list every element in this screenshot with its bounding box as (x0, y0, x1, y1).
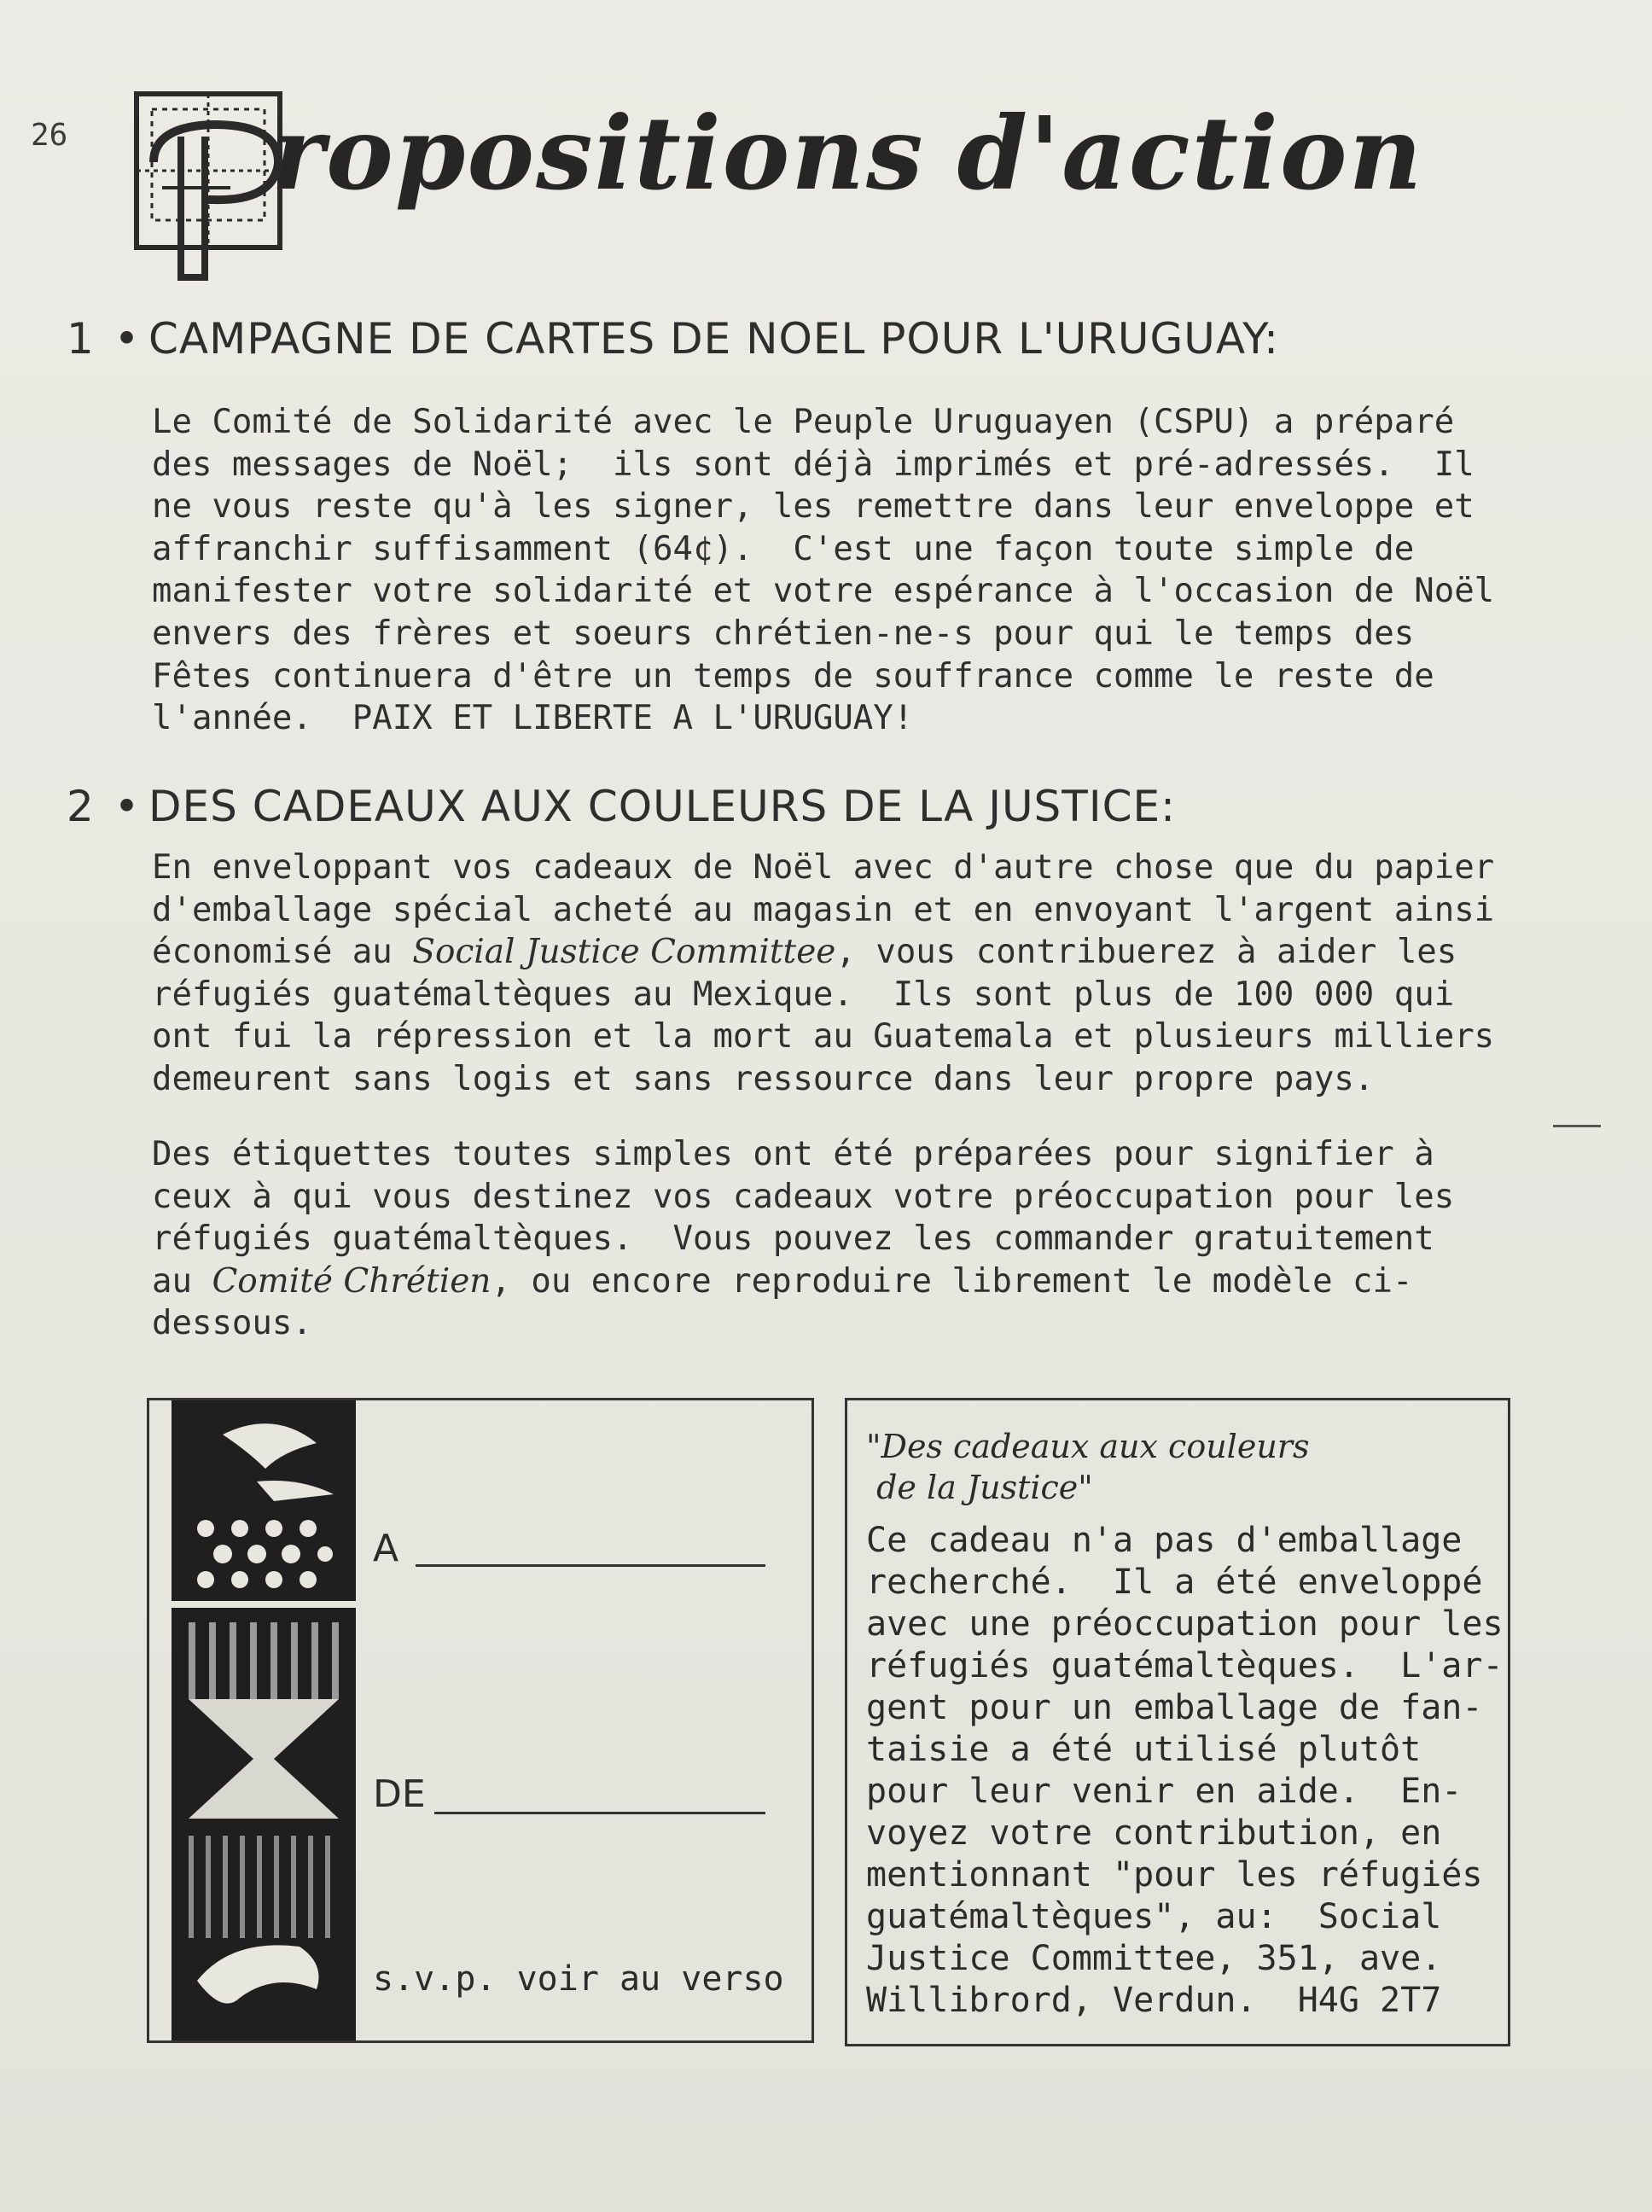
title-tail: d'action (957, 94, 1424, 212)
section-1-paragraph (152, 401, 1568, 740)
title-main: ropositions (271, 94, 925, 212)
section-1-number: 1 (67, 314, 95, 364)
text-line: affranchir suffisamment (64¢). C'est une façon toute simple de (152, 529, 1415, 568)
text-segment: , vous contribuerez à aider les (835, 933, 1457, 972)
from-label: DE (373, 1773, 426, 1816)
text-line: voyez votre contribution, en (866, 1813, 1442, 1853)
text-line: réfugiés guatémaltèques au Mexique. Ils sont plus de 100 000 qui (152, 975, 1455, 1014)
text-line: Le Comité de Solidarité avec le Peuple Uruguayen (CSPU) a préparé (152, 403, 1455, 441)
page-number: 26 (31, 118, 68, 153)
text-line: réfugiés guatémaltèques. Vous pouvez les commander gratuitement (152, 1220, 1434, 1259)
text-line: taisie a été utilisé plutôt (866, 1730, 1422, 1769)
page-title (271, 94, 1423, 212)
text-line: des messages de Noël; ils sont déjà imprimés et pré-adressés. Il (152, 445, 1475, 484)
bullet-icon: • (113, 314, 141, 364)
from-blank-line (434, 1812, 765, 1814)
text-segment: économisé au (152, 933, 413, 972)
text-line: demeurent sans logis et sans ressource dans leur propre pays. (152, 1059, 1375, 1098)
gift-label-info-card (845, 1398, 1510, 2046)
see-reverse-note: s.v.p. voir au verso (373, 1959, 784, 1999)
text-segment: au (152, 1261, 212, 1301)
section-2-title: DES CADEAUX AUX COULEURS DE LA JUSTICE: (148, 782, 1176, 831)
text-line: Willibrord, Verdun. H4G 2T7 (866, 1981, 1442, 2020)
bullet-icon: • (113, 782, 141, 831)
text-line: Fêtes continuera d'être un temps de souffrance comme le reste de (152, 656, 1434, 696)
text-line: gent pour un emballage de fan- (866, 1688, 1483, 1727)
to-blank-line (416, 1564, 765, 1567)
text-line: de la Justice" (866, 1469, 1093, 1506)
to-label: A (373, 1527, 399, 1570)
text-line: guatémaltèques", au: Social (866, 1897, 1442, 1936)
text-line: dessous. (152, 1304, 312, 1343)
gift-label-card (147, 1398, 814, 2043)
text-line: "Des cadeaux aux couleurs (866, 1428, 1310, 1465)
info-card-title (866, 1426, 1309, 1508)
text-line: ceux à qui vous destinez vos cadeaux votre préoccupation pour les (152, 1177, 1455, 1216)
text-line: pour leur venir en aide. En- (866, 1772, 1463, 1811)
text-line (152, 1260, 1568, 1303)
section-1-title: CAMPAGNE DE CARTES DE NOEL POUR L'URUGUAY: (148, 314, 1279, 364)
text-line: mentionnant "pour les réfugiés (866, 1855, 1483, 1895)
text-segment: , ou encore reproduire librement le modèle ci- (491, 1261, 1413, 1301)
section-2-heading (67, 782, 1176, 831)
text-line: Des étiquettes toutes simples ont été préparées pour signifier à (152, 1135, 1434, 1173)
text-line: ne vous reste qu'à les signer, les remettre dans leur enveloppe et (152, 487, 1475, 527)
text-line: manifester votre solidarité et votre espérance à l'occasion de Noël (152, 572, 1495, 611)
text-line: ont fui la répression et la mort au Guatemala et plusieurs milliers (152, 1017, 1495, 1057)
info-card-body (866, 1520, 1504, 2022)
text-line: envers des frères et soeurs chrétien-ne-s pour qui le temps des (152, 614, 1415, 653)
text-line: En enveloppant vos cadeaux de Noël avec d'autre chose que du papier (152, 848, 1495, 887)
woven-pattern-image (172, 1400, 356, 2040)
text-line: Ce cadeau n'a pas d'emballage (866, 1521, 1463, 1560)
text-line: l'année. PAIX ET LIBERTE A L'URUGUAY! (152, 699, 914, 738)
organization-name-italic: Social Justice Committee (412, 933, 836, 972)
section-2-paragraph-2 (152, 1133, 1568, 1345)
text-line (152, 931, 1568, 974)
margin-mark (1553, 1125, 1601, 1127)
section-2-number: 2 (67, 782, 95, 831)
text-line: réfugiés guatémaltèques. L'ar- (866, 1646, 1504, 1685)
text-line: avec une préoccupation pour les (866, 1604, 1504, 1644)
text-line: recherché. Il a été enveloppé (866, 1563, 1483, 1602)
text-line: d'emballage spécial acheté au magasin et en envoyant l'argent ainsi (152, 890, 1495, 929)
section-1-heading (67, 314, 1279, 364)
section-2-paragraph-1 (152, 847, 1568, 1101)
text-line: Justice Committee, 351, ave. (866, 1939, 1442, 1978)
organization-name-italic: Comité Chrétien (212, 1261, 492, 1301)
